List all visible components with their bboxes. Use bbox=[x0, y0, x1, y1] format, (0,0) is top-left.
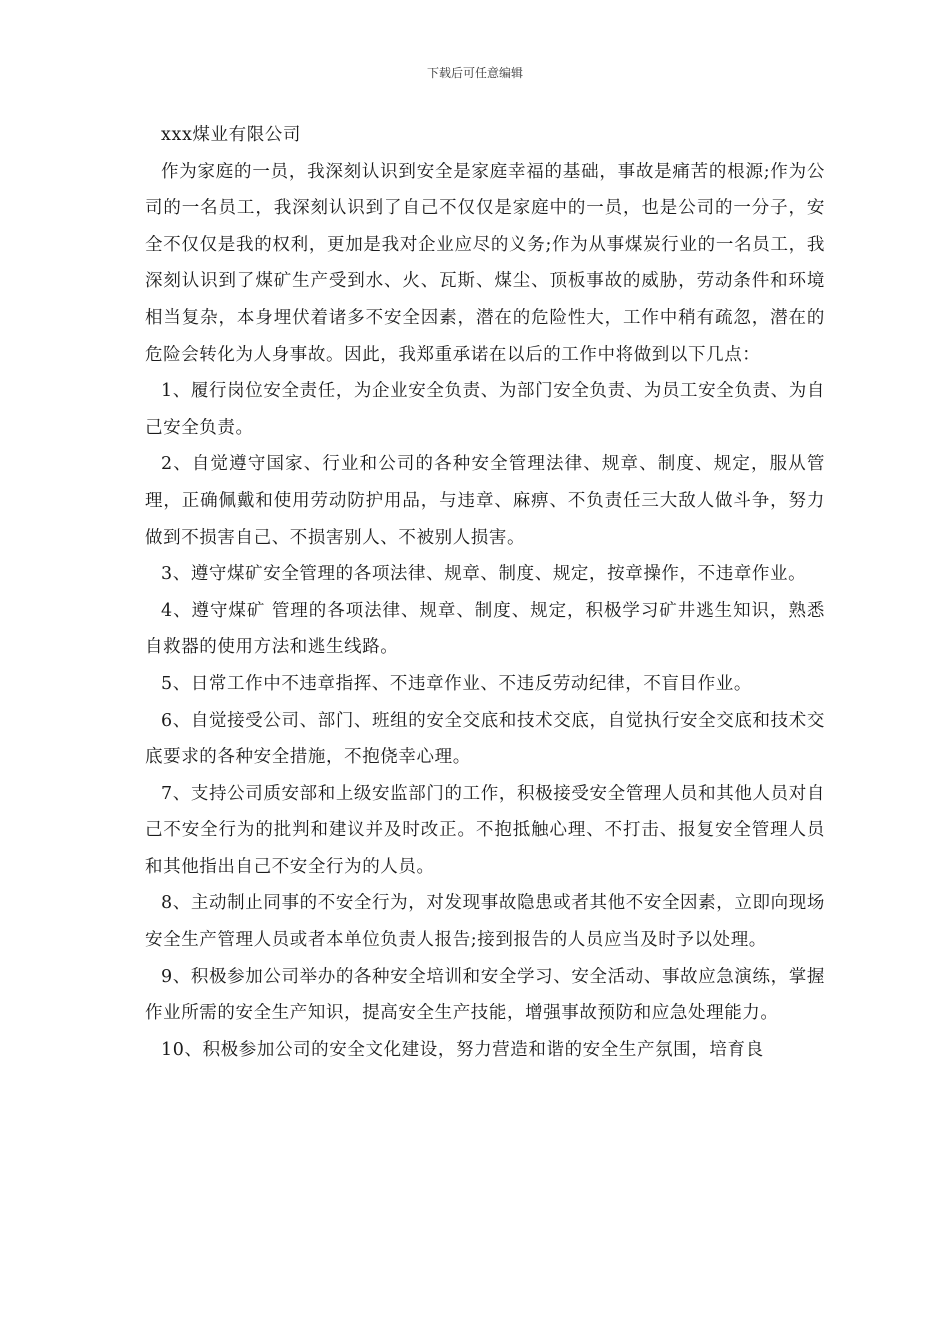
company-name: xxx煤业有限公司 bbox=[161, 125, 302, 145]
commitment-item-4: 4、遵守煤矿 管理的各项法律、规章、制度、规定，积极学习矿井逃生知识，熟悉自救器的使用方法和逃生线路。 bbox=[145, 600, 825, 658]
page-header: 下载后可任意编辑 bbox=[426, 66, 523, 80]
intro-paragraph: 作为家庭的一员，我深刻认识到安全是家庭幸福的基础，事故是痛苦的根源;作为公司的一名员工，我深刻认识到了自己不仅仅是家庭中的一员，也是公司的一分子，安全不仅仅是我的权利，更加是我对企业应尽的义务;作为从事煤炭行业的一名员工，我深刻认识到了煤矿生产受到水、火、瓦斯、煤尘、顶板事故的威胁，劳动条件和环境相当复杂，本身埋伏着诸多不安全因素，潜在的危险性大，工作中稍有疏忽，潜在的危险会转化为人身事故。因此，我郑重承诺在以后的工作中将做到以下几点： bbox=[145, 161, 825, 365]
commitment-item-5: 5、日常工作中不违章指挥、不违章作业、不违反劳动纪律，不盲目作业。 bbox=[161, 673, 752, 694]
commitment-item-7: 7、支持公司质安部和上级安监部门的工作，积极接受安全管理人员和其他人员对自己不安全行为的批判和建议并及时改正。不抱抵触心理、不打击、报复安全管理人员和其他指出自己不安全行为的人员。 bbox=[145, 783, 825, 877]
commitment-item-10: 10、积极参加公司的安全文化建设，努力营造和谐的安全生产氛围，培育良 bbox=[161, 1039, 764, 1060]
commitment-item-9: 9、积极参加公司举办的各种安全培训和安全学习、安全活动、事故应急演练，掌握作业所需的安全生产知识，提高安全生产技能，增强事故预防和应急处理能力。 bbox=[145, 966, 825, 1024]
commitment-item-6: 6、自觉接受公司、部门、班组的安全交底和技术交底，自觉执行安全交底和技术交底要求的各种安全措施，不抱侥幸心理。 bbox=[145, 710, 825, 768]
commitment-item-2: 2、自觉遵守国家、行业和公司的各种安全管理法律、规章、制度、规定，服从管理，正确佩戴和使用劳动防护用品，与违章、麻痹、不负责任三大敌人做斗争，努力做到不损害自己、不损害别人、不被别人损害。 bbox=[145, 454, 825, 548]
commitment-item-1: 1、履行岗位安全责任，为企业安全负责、为部门安全负责、为员工安全负责、为自己安全负责。 bbox=[145, 381, 825, 438]
document-body bbox=[145, 117, 825, 1068]
commitment-item-8: 8、主动制止同事的不安全行为，对发现事故隐患或者其他不安全因素，立即向现场安全生产管理人员或者本单位负责人报告;接到报告的人员应当及时予以处理。 bbox=[145, 893, 825, 951]
commitment-item-3: 3、遵守煤矿安全管理的各项法律、规章、制度、规定，按章操作，不违章作业。 bbox=[161, 564, 807, 585]
